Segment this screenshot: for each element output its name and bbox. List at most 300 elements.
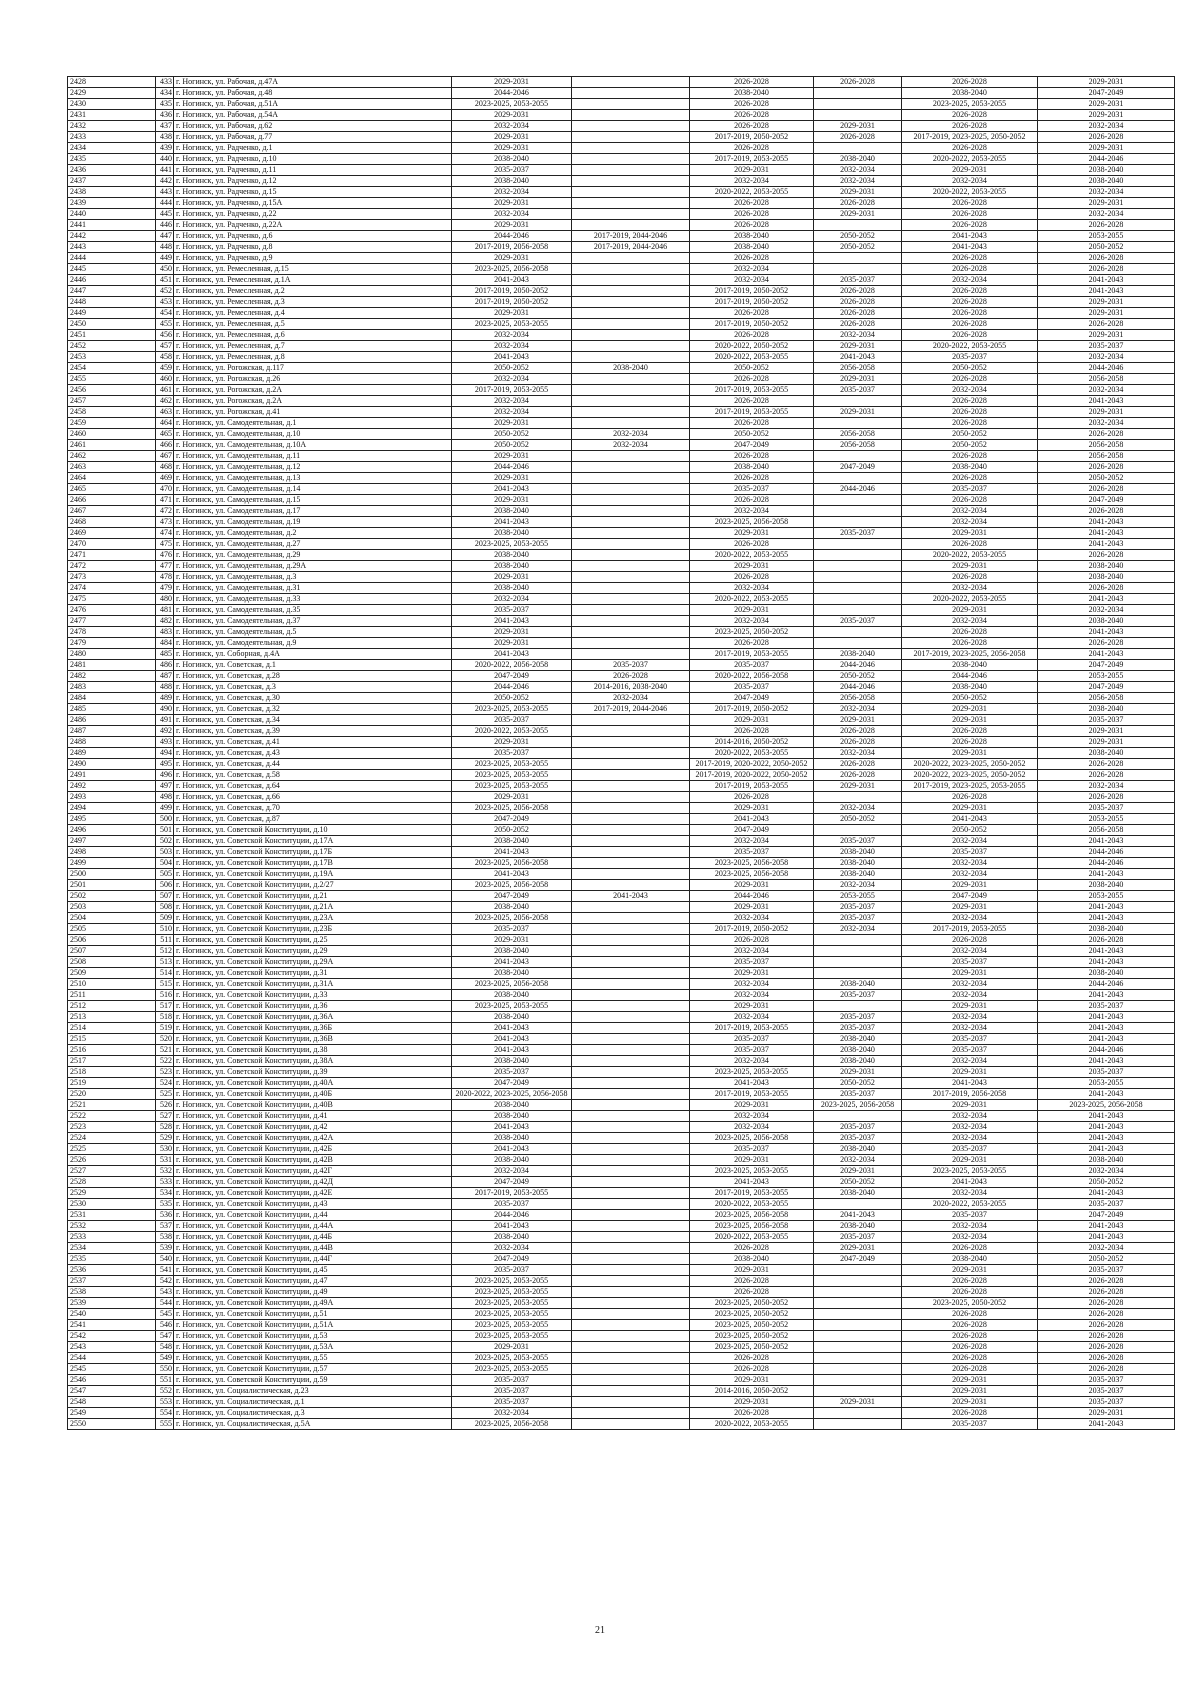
cell-period-2 bbox=[572, 528, 690, 539]
cell-address: г. Ногинск, ул. Советской Конституции, д.47 bbox=[174, 1276, 452, 1287]
cell-period-2 bbox=[572, 913, 690, 924]
table-row bbox=[68, 1056, 1175, 1067]
cell-period-3: 2020-2022, 2053-2055 bbox=[690, 594, 814, 605]
cell-period-2 bbox=[572, 1199, 690, 1210]
cell-period-5: 2020-2022, 2023-2025, 2050-2052 bbox=[902, 759, 1038, 770]
cell-address: г. Ногинск, ул. Советской Конституции, д.44Г bbox=[174, 1254, 452, 1265]
cell-period-6: 2026-2028 bbox=[1038, 770, 1175, 781]
cell-row-number: 2491 bbox=[68, 770, 156, 781]
cell-period-5: 2035-2037 bbox=[902, 352, 1038, 363]
cell-address: г. Ногинск, ул. Рогожская, д.117 bbox=[174, 363, 452, 374]
cell-period-4: 2023-2025, 2056-2058 bbox=[814, 1100, 902, 1111]
cell-period-5: 2020-2022, 2023-2025, 2050-2052 bbox=[902, 770, 1038, 781]
table-row bbox=[68, 902, 1175, 913]
cell-period-4 bbox=[814, 495, 902, 506]
cell-period-1: 2023-2025, 2053-2055 bbox=[452, 539, 572, 550]
cell-period-1: 2041-2043 bbox=[452, 1221, 572, 1232]
cell-period-6: 2050-2052 bbox=[1038, 1177, 1175, 1188]
table-row bbox=[68, 374, 1175, 385]
cell-row-number: 2550 bbox=[68, 1419, 156, 1430]
cell-period-6: 2029-2031 bbox=[1038, 330, 1175, 341]
cell-address: г. Ногинск, ул. Ремесленная, д.1А bbox=[174, 275, 452, 286]
cell-row-number: 2462 bbox=[68, 451, 156, 462]
cell-period-2: 2017-2019, 2044-2046 bbox=[572, 231, 690, 242]
cell-row-number: 2429 bbox=[68, 88, 156, 99]
cell-row-number: 2435 bbox=[68, 154, 156, 165]
cell-period-6: 2038-2040 bbox=[1038, 616, 1175, 627]
cell-address: г. Ногинск, ул. Ремесленная, д.2 bbox=[174, 286, 452, 297]
cell-address: г. Ногинск, ул. Советской Конституции, д.36 bbox=[174, 1001, 452, 1012]
cell-period-6: 2044-2046 bbox=[1038, 363, 1175, 374]
cell-period-6: 2041-2043 bbox=[1038, 1122, 1175, 1133]
cell-period-1: 2038-2040 bbox=[452, 1012, 572, 1023]
cell-period-1: 2041-2043 bbox=[452, 649, 572, 660]
cell-period-5: 2029-2031 bbox=[902, 880, 1038, 891]
cell-row-number: 2484 bbox=[68, 693, 156, 704]
cell-period-5: 2041-2043 bbox=[902, 231, 1038, 242]
cell-row-number: 2446 bbox=[68, 275, 156, 286]
cell-period-4: 2038-2040 bbox=[814, 649, 902, 660]
cell-address: г. Ногинск, ул. Советская, д.58 bbox=[174, 770, 452, 781]
cell-period-2 bbox=[572, 583, 690, 594]
cell-row-number: 2473 bbox=[68, 572, 156, 583]
cell-item-index: 436 bbox=[156, 110, 174, 121]
cell-period-4 bbox=[814, 1320, 902, 1331]
cell-address: г. Ногинск, ул. Рабочая, д.54А bbox=[174, 110, 452, 121]
table-row bbox=[68, 1111, 1175, 1122]
cell-period-2 bbox=[572, 110, 690, 121]
cell-period-2 bbox=[572, 1034, 690, 1045]
cell-item-index: 548 bbox=[156, 1342, 174, 1353]
cell-period-1: 2032-2034 bbox=[452, 396, 572, 407]
cell-period-4: 2038-2040 bbox=[814, 1056, 902, 1067]
cell-address: г. Ногинск, ул. Радченко, д.9 bbox=[174, 253, 452, 264]
cell-period-4 bbox=[814, 1199, 902, 1210]
cell-period-2 bbox=[572, 638, 690, 649]
cell-period-6: 2032-2034 bbox=[1038, 1243, 1175, 1254]
cell-item-index: 555 bbox=[156, 1419, 174, 1430]
cell-period-3: 2020-2022, 2056-2058 bbox=[690, 671, 814, 682]
cell-period-4 bbox=[814, 605, 902, 616]
cell-period-4: 2038-2040 bbox=[814, 1144, 902, 1155]
cell-period-4 bbox=[814, 1111, 902, 1122]
cell-period-5: 2026-2028 bbox=[902, 473, 1038, 484]
cell-period-3: 2029-2031 bbox=[690, 1375, 814, 1386]
cell-period-3: 2017-2019, 2050-2052 bbox=[690, 286, 814, 297]
cell-period-1: 2017-2019, 2050-2052 bbox=[452, 286, 572, 297]
cell-item-index: 463 bbox=[156, 407, 174, 418]
cell-period-4 bbox=[814, 253, 902, 264]
cell-period-3: 2026-2028 bbox=[690, 143, 814, 154]
cell-period-4: 2038-2040 bbox=[814, 858, 902, 869]
cell-address: г. Ногинск, ул. Самодеятельная, д.5 bbox=[174, 627, 452, 638]
cell-period-2 bbox=[572, 462, 690, 473]
cell-period-4 bbox=[814, 517, 902, 528]
cell-period-4 bbox=[814, 220, 902, 231]
cell-period-3: 2041-2043 bbox=[690, 814, 814, 825]
cell-period-6: 2026-2028 bbox=[1038, 253, 1175, 264]
cell-period-2 bbox=[572, 539, 690, 550]
cell-period-1: 2023-2025, 2053-2055 bbox=[452, 704, 572, 715]
cell-item-index: 539 bbox=[156, 1243, 174, 1254]
cell-period-4: 2035-2037 bbox=[814, 902, 902, 913]
table-row bbox=[68, 572, 1175, 583]
cell-period-3: 2026-2028 bbox=[690, 374, 814, 385]
cell-period-4 bbox=[814, 825, 902, 836]
cell-period-4: 2035-2037 bbox=[814, 1232, 902, 1243]
cell-period-3: 2026-2028 bbox=[690, 539, 814, 550]
cell-period-6: 2038-2040 bbox=[1038, 572, 1175, 583]
cell-period-4 bbox=[814, 638, 902, 649]
table-row bbox=[68, 1188, 1175, 1199]
cell-period-4: 2035-2037 bbox=[814, 385, 902, 396]
cell-period-6: 2044-2046 bbox=[1038, 1045, 1175, 1056]
cell-period-2 bbox=[572, 1122, 690, 1133]
table-row bbox=[68, 132, 1175, 143]
cell-period-5: 2029-2031 bbox=[902, 1375, 1038, 1386]
cell-period-3: 2032-2034 bbox=[690, 506, 814, 517]
cell-address: г. Ногинск, ул. Советской Конституции, д.59 bbox=[174, 1375, 452, 1386]
cell-period-6: 2032-2034 bbox=[1038, 418, 1175, 429]
cell-period-1: 2044-2046 bbox=[452, 231, 572, 242]
cell-period-1: 2035-2037 bbox=[452, 748, 572, 759]
cell-period-3: 2020-2022, 2053-2055 bbox=[690, 187, 814, 198]
cell-item-index: 506 bbox=[156, 880, 174, 891]
cell-period-4: 2029-2031 bbox=[814, 341, 902, 352]
cell-period-1: 2020-2022, 2023-2025, 2056-2058 bbox=[452, 1089, 572, 1100]
cell-address: г. Ногинск, ул. Советская, д.87 bbox=[174, 814, 452, 825]
cell-period-3: 2029-2031 bbox=[690, 165, 814, 176]
cell-period-5: 2029-2031 bbox=[902, 1386, 1038, 1397]
cell-row-number: 2503 bbox=[68, 902, 156, 913]
cell-address: г. Ногинск, ул. Самодеятельная, д.11 bbox=[174, 451, 452, 462]
table-row bbox=[68, 1342, 1175, 1353]
cell-address: г. Ногинск, ул. Советской Конституции, д.57 bbox=[174, 1364, 452, 1375]
cell-item-index: 533 bbox=[156, 1177, 174, 1188]
cell-address: г. Ногинск, ул. Радченко, д.10 bbox=[174, 154, 452, 165]
cell-item-index: 550 bbox=[156, 1364, 174, 1375]
cell-item-index: 507 bbox=[156, 891, 174, 902]
cell-period-2 bbox=[572, 330, 690, 341]
cell-period-3: 2026-2028 bbox=[690, 495, 814, 506]
cell-period-2: 2017-2019, 2044-2046 bbox=[572, 242, 690, 253]
cell-period-2 bbox=[572, 352, 690, 363]
cell-item-index: 516 bbox=[156, 990, 174, 1001]
cell-row-number: 2490 bbox=[68, 759, 156, 770]
cell-period-1: 2023-2025, 2053-2055 bbox=[452, 1331, 572, 1342]
cell-row-number: 2544 bbox=[68, 1353, 156, 1364]
cell-period-2 bbox=[572, 165, 690, 176]
table-row bbox=[68, 352, 1175, 363]
cell-period-2 bbox=[572, 1144, 690, 1155]
cell-period-6: 2029-2031 bbox=[1038, 737, 1175, 748]
cell-address: г. Ногинск, ул. Самодеятельная, д.19 bbox=[174, 517, 452, 528]
cell-row-number: 2517 bbox=[68, 1056, 156, 1067]
cell-address: г. Ногинск, ул. Советской Конституции, д.36В bbox=[174, 1034, 452, 1045]
cell-item-index: 525 bbox=[156, 1089, 174, 1100]
cell-period-3: 2026-2028 bbox=[690, 330, 814, 341]
cell-period-1: 2032-2034 bbox=[452, 374, 572, 385]
cell-row-number: 2502 bbox=[68, 891, 156, 902]
table-row bbox=[68, 1298, 1175, 1309]
cell-period-3: 2026-2028 bbox=[690, 121, 814, 132]
table-row bbox=[68, 275, 1175, 286]
cell-period-5: 2017-2019, 2023-2025, 2056-2058 bbox=[902, 649, 1038, 660]
cell-address: г. Ногинск, ул. Самодеятельная, д.12 bbox=[174, 462, 452, 473]
cell-period-4 bbox=[814, 1309, 902, 1320]
cell-period-3: 2023-2025, 2056-2058 bbox=[690, 1210, 814, 1221]
cell-period-5: 2050-2052 bbox=[902, 429, 1038, 440]
cell-period-6: 2026-2028 bbox=[1038, 462, 1175, 473]
cell-period-5: 2032-2034 bbox=[902, 913, 1038, 924]
cell-period-1: 2047-2049 bbox=[452, 1254, 572, 1265]
cell-address: г. Ногинск, ул. Советской Конституции, д.53А bbox=[174, 1342, 452, 1353]
cell-period-2: 2032-2034 bbox=[572, 693, 690, 704]
cell-row-number: 2516 bbox=[68, 1045, 156, 1056]
cell-address: г. Ногинск, ул. Советской Конституции, д.29 bbox=[174, 946, 452, 957]
cell-period-1: 2041-2043 bbox=[452, 869, 572, 880]
cell-item-index: 519 bbox=[156, 1023, 174, 1034]
cell-period-1: 2032-2034 bbox=[452, 209, 572, 220]
cell-row-number: 2456 bbox=[68, 385, 156, 396]
cell-period-3: 2026-2028 bbox=[690, 418, 814, 429]
cell-address: г. Ногинск, ул. Радченко, д.11 bbox=[174, 165, 452, 176]
cell-item-index: 537 bbox=[156, 1221, 174, 1232]
cell-address: г. Ногинск, ул. Самодеятельная, д.33 bbox=[174, 594, 452, 605]
cell-period-6: 2038-2040 bbox=[1038, 968, 1175, 979]
cell-row-number: 2437 bbox=[68, 176, 156, 187]
cell-period-6: 2026-2028 bbox=[1038, 506, 1175, 517]
cell-period-6: 2056-2058 bbox=[1038, 693, 1175, 704]
cell-period-2 bbox=[572, 1188, 690, 1199]
cell-address: г. Ногинск, ул. Советской Конституции, д.51 bbox=[174, 1309, 452, 1320]
cell-address: г. Ногинск, ул. Рогожская, д.2А bbox=[174, 396, 452, 407]
cell-period-2 bbox=[572, 825, 690, 836]
cell-period-4 bbox=[814, 451, 902, 462]
cell-item-index: 538 bbox=[156, 1232, 174, 1243]
cell-period-4: 2050-2052 bbox=[814, 1177, 902, 1188]
cell-period-5: 2029-2031 bbox=[902, 528, 1038, 539]
cell-row-number: 2512 bbox=[68, 1001, 156, 1012]
cell-item-index: 491 bbox=[156, 715, 174, 726]
cell-row-number: 2472 bbox=[68, 561, 156, 572]
cell-period-5: 2035-2037 bbox=[902, 1210, 1038, 1221]
cell-address: г. Ногинск, ул. Социалистическая, д.3 bbox=[174, 1408, 452, 1419]
cell-period-2 bbox=[572, 1353, 690, 1364]
cell-address: г. Ногинск, ул. Советской Конституции, д.44Б bbox=[174, 1232, 452, 1243]
cell-period-5: 2026-2028 bbox=[902, 374, 1038, 385]
cell-period-4 bbox=[814, 583, 902, 594]
cell-period-5: 2038-2040 bbox=[902, 682, 1038, 693]
cell-period-3: 2035-2037 bbox=[690, 957, 814, 968]
cell-period-2 bbox=[572, 1177, 690, 1188]
cell-period-2 bbox=[572, 484, 690, 495]
cell-period-4: 2035-2037 bbox=[814, 913, 902, 924]
cell-period-4 bbox=[814, 418, 902, 429]
table-row bbox=[68, 660, 1175, 671]
cell-period-3: 2017-2019, 2050-2052 bbox=[690, 132, 814, 143]
cell-address: г. Ногинск, ул. Рогожская, д.2А bbox=[174, 385, 452, 396]
cell-item-index: 493 bbox=[156, 737, 174, 748]
cell-period-6: 2035-2037 bbox=[1038, 1386, 1175, 1397]
cell-row-number: 2479 bbox=[68, 638, 156, 649]
cell-period-6: 2032-2034 bbox=[1038, 605, 1175, 616]
cell-period-6: 2041-2043 bbox=[1038, 649, 1175, 660]
cell-item-index: 449 bbox=[156, 253, 174, 264]
cell-address: г. Ногинск, ул. Радченко, д.6 bbox=[174, 231, 452, 242]
cell-period-2 bbox=[572, 935, 690, 946]
table-row bbox=[68, 759, 1175, 770]
cell-period-1: 2035-2037 bbox=[452, 715, 572, 726]
cell-item-index: 469 bbox=[156, 473, 174, 484]
cell-period-2 bbox=[572, 847, 690, 858]
table-row bbox=[68, 704, 1175, 715]
cell-period-6: 2026-2028 bbox=[1038, 319, 1175, 330]
cell-item-index: 435 bbox=[156, 99, 174, 110]
cell-row-number: 2430 bbox=[68, 99, 156, 110]
cell-period-2: 2038-2040 bbox=[572, 363, 690, 374]
cell-period-4: 2044-2046 bbox=[814, 660, 902, 671]
cell-address: г. Ногинск, ул. Самодеятельная, д.37 bbox=[174, 616, 452, 627]
cell-period-3: 2017-2019, 2053-2055 bbox=[690, 154, 814, 165]
cell-period-3: 2026-2028 bbox=[690, 1276, 814, 1287]
cell-item-index: 490 bbox=[156, 704, 174, 715]
cell-row-number: 2455 bbox=[68, 374, 156, 385]
cell-period-1: 2020-2022, 2056-2058 bbox=[452, 660, 572, 671]
table-row bbox=[68, 803, 1175, 814]
table-row bbox=[68, 1100, 1175, 1111]
cell-item-index: 458 bbox=[156, 352, 174, 363]
cell-period-2 bbox=[572, 275, 690, 286]
cell-row-number: 2513 bbox=[68, 1012, 156, 1023]
cell-period-5: 2050-2052 bbox=[902, 693, 1038, 704]
cell-period-4: 2041-2043 bbox=[814, 1210, 902, 1221]
cell-period-2 bbox=[572, 715, 690, 726]
cell-item-index: 434 bbox=[156, 88, 174, 99]
cell-period-3: 2017-2019, 2020-2022, 2050-2052 bbox=[690, 770, 814, 781]
cell-period-1: 2044-2046 bbox=[452, 462, 572, 473]
cell-period-6: 2047-2049 bbox=[1038, 682, 1175, 693]
cell-period-1: 2038-2040 bbox=[452, 154, 572, 165]
cell-period-5: 2029-2031 bbox=[902, 605, 1038, 616]
cell-period-3: 2023-2025, 2056-2058 bbox=[690, 858, 814, 869]
cell-period-2: 2026-2028 bbox=[572, 671, 690, 682]
cell-row-number: 2442 bbox=[68, 231, 156, 242]
table-row bbox=[68, 429, 1175, 440]
cell-period-1: 2047-2049 bbox=[452, 671, 572, 682]
table-row bbox=[68, 671, 1175, 682]
cell-item-index: 522 bbox=[156, 1056, 174, 1067]
cell-row-number: 2500 bbox=[68, 869, 156, 880]
cell-row-number: 2532 bbox=[68, 1221, 156, 1232]
cell-item-index: 523 bbox=[156, 1067, 174, 1078]
cell-period-3: 2014-2016, 2050-2052 bbox=[690, 1386, 814, 1397]
cell-period-3: 2026-2028 bbox=[690, 1243, 814, 1254]
cell-period-4: 2035-2037 bbox=[814, 1122, 902, 1133]
cell-period-2 bbox=[572, 880, 690, 891]
cell-item-index: 464 bbox=[156, 418, 174, 429]
table-row bbox=[68, 957, 1175, 968]
cell-period-4 bbox=[814, 88, 902, 99]
cell-period-4: 2056-2058 bbox=[814, 440, 902, 451]
table-row bbox=[68, 1243, 1175, 1254]
cell-period-5: 2032-2034 bbox=[902, 1133, 1038, 1144]
cell-item-index: 472 bbox=[156, 506, 174, 517]
cell-address: г. Ногинск, ул. Советской Конституции, д.44А bbox=[174, 1221, 452, 1232]
cell-item-index: 500 bbox=[156, 814, 174, 825]
cell-item-index: 468 bbox=[156, 462, 174, 473]
cell-period-6: 2026-2028 bbox=[1038, 1298, 1175, 1309]
cell-period-1: 2035-2037 bbox=[452, 1067, 572, 1078]
table-row bbox=[68, 1254, 1175, 1265]
table-row bbox=[68, 913, 1175, 924]
cell-period-4: 2047-2049 bbox=[814, 1254, 902, 1265]
cell-item-index: 447 bbox=[156, 231, 174, 242]
table-row bbox=[68, 880, 1175, 891]
cell-item-index: 547 bbox=[156, 1331, 174, 1342]
cell-period-3: 2026-2028 bbox=[690, 638, 814, 649]
cell-period-5: 2050-2052 bbox=[902, 363, 1038, 374]
cell-period-6: 2041-2043 bbox=[1038, 1133, 1175, 1144]
cell-row-number: 2451 bbox=[68, 330, 156, 341]
cell-period-2 bbox=[572, 858, 690, 869]
cell-period-6: 2026-2028 bbox=[1038, 1342, 1175, 1353]
cell-period-6: 2029-2031 bbox=[1038, 407, 1175, 418]
cell-row-number: 2475 bbox=[68, 594, 156, 605]
cell-row-number: 2453 bbox=[68, 352, 156, 363]
cell-period-6: 2032-2034 bbox=[1038, 1166, 1175, 1177]
cell-row-number: 2528 bbox=[68, 1177, 156, 1188]
cell-period-2 bbox=[572, 154, 690, 165]
table-row bbox=[68, 1012, 1175, 1023]
cell-row-number: 2511 bbox=[68, 990, 156, 1001]
cell-period-5: 2035-2037 bbox=[902, 1034, 1038, 1045]
cell-address: г. Ногинск, ул. Рабочая, д.48 bbox=[174, 88, 452, 99]
cell-period-5: 2038-2040 bbox=[902, 660, 1038, 671]
table-row bbox=[68, 1089, 1175, 1100]
cell-period-2: 2017-2019, 2044-2046 bbox=[572, 704, 690, 715]
cell-period-3: 2026-2028 bbox=[690, 77, 814, 88]
cell-period-6: 2044-2046 bbox=[1038, 858, 1175, 869]
table-row bbox=[68, 286, 1175, 297]
cell-row-number: 2461 bbox=[68, 440, 156, 451]
cell-item-index: 534 bbox=[156, 1188, 174, 1199]
cell-period-2 bbox=[572, 1023, 690, 1034]
cell-period-5: 2023-2025, 2053-2055 bbox=[902, 1166, 1038, 1177]
cell-period-2: 2032-2034 bbox=[572, 429, 690, 440]
cell-period-2 bbox=[572, 616, 690, 627]
cell-period-6: 2056-2058 bbox=[1038, 825, 1175, 836]
cell-period-2 bbox=[572, 1133, 690, 1144]
cell-period-1: 2035-2037 bbox=[452, 165, 572, 176]
cell-item-index: 551 bbox=[156, 1375, 174, 1386]
cell-period-3: 2029-2031 bbox=[690, 605, 814, 616]
cell-period-3: 2035-2037 bbox=[690, 660, 814, 671]
cell-item-index: 544 bbox=[156, 1298, 174, 1309]
cell-period-6: 2041-2043 bbox=[1038, 902, 1175, 913]
cell-period-4 bbox=[814, 1364, 902, 1375]
cell-period-2 bbox=[572, 253, 690, 264]
cell-period-3: 2026-2028 bbox=[690, 792, 814, 803]
cell-period-2 bbox=[572, 99, 690, 110]
cell-period-1: 2035-2037 bbox=[452, 605, 572, 616]
cell-period-4: 2044-2046 bbox=[814, 484, 902, 495]
cell-period-1: 2044-2046 bbox=[452, 682, 572, 693]
cell-item-index: 528 bbox=[156, 1122, 174, 1133]
cell-period-2 bbox=[572, 1364, 690, 1375]
cell-period-1: 2023-2025, 2053-2055 bbox=[452, 770, 572, 781]
cell-item-index: 553 bbox=[156, 1397, 174, 1408]
